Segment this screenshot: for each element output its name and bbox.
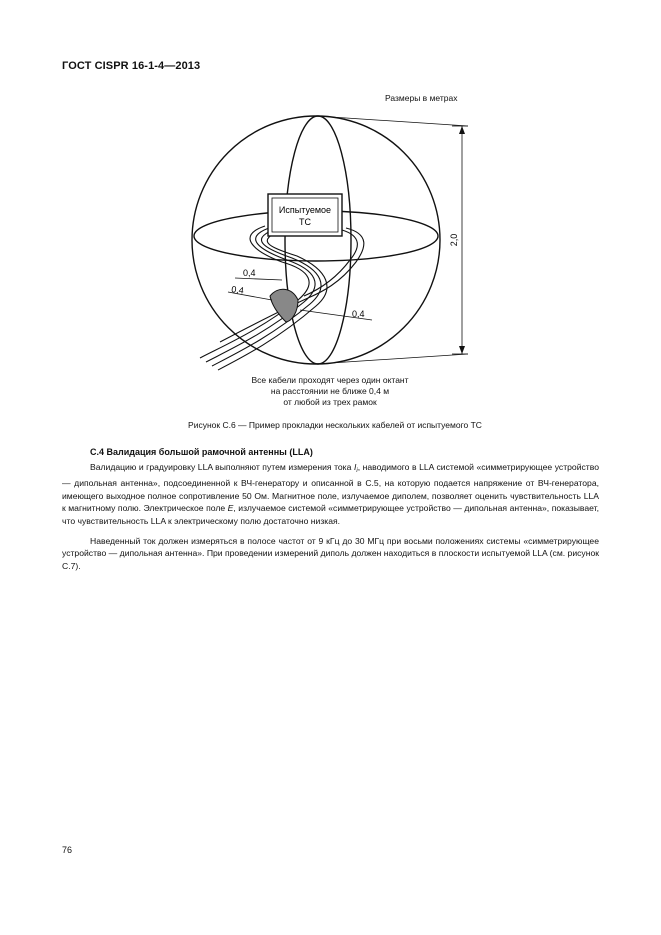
dim-a-label: 0,4 [243,268,256,278]
dim-height-label: 2,0 [449,233,459,247]
document-header: ГОСТ CISPR 16-1-4—2013 [62,60,201,72]
p1-text-a: Валидацию и градуировку LLA выполняют путем измерения тока [90,462,354,472]
dim-a-line [235,278,282,280]
figure-caption: Рисунок С.6 — Пример прокладки нескольких кабелей от испытуемого ТС [188,420,482,430]
page-number: 76 [62,845,73,855]
figure-note-line1: Все кабели проходят через один октант [251,375,409,385]
eut-label-line1: Испытуемое [278,205,332,215]
p1-text-b: , наводимого в LLA системой «симметрирующее устройство — дипольная антенна», подсоединенной к ВЧ-генератору и описанной в С.5, на которую подается напряжение от ВЧ-генератора, имеющего выходное полное сопротивление 50 Ом. Магнитное поле, излучаемое диполем, позволяет оценить чувствительность LLA к магнитному полю. Электрическое поле [62,462,599,514]
figure-note [200,375,460,408]
dim-b-label: 0,4 [230,284,245,296]
paragraph-1 [62,461,599,527]
loop-circle-outline [192,116,440,364]
paragraph-2: Наведенный ток должен измеряться в полосе частот от 9 кГц до 30 МГц при восьми положениях системы «симметрирующее устройство — дипольная антенна». При проведении измерений диполь должен находиться в плоскости испытуемой LLA (см. рисунок С.7). [62,536,599,571]
figure-note-line3: от любой из трех рамок [283,397,377,407]
eut-box [268,194,342,236]
dim-c-label: 0,4 [352,309,365,319]
p1-e: E [227,503,234,514]
vertical-loop [285,116,351,364]
p1-var-sub: i [356,468,358,474]
section-title: С.4 Валидация большой рамочной антенны (LLA) [90,447,313,457]
p1-var: I [353,462,357,472]
figure-note-line2: на расстоянии не ближе 0,4 м [270,386,390,396]
eut-label-line2: ТС [299,217,311,227]
p1-text-c: , излучаемое системой «симметрирующее устройство — дипольная антенна», показывает, что чувствительность LLA к электрическому полю достаточно низкая. [62,503,599,526]
units-note: Размеры в метрах [385,93,458,103]
